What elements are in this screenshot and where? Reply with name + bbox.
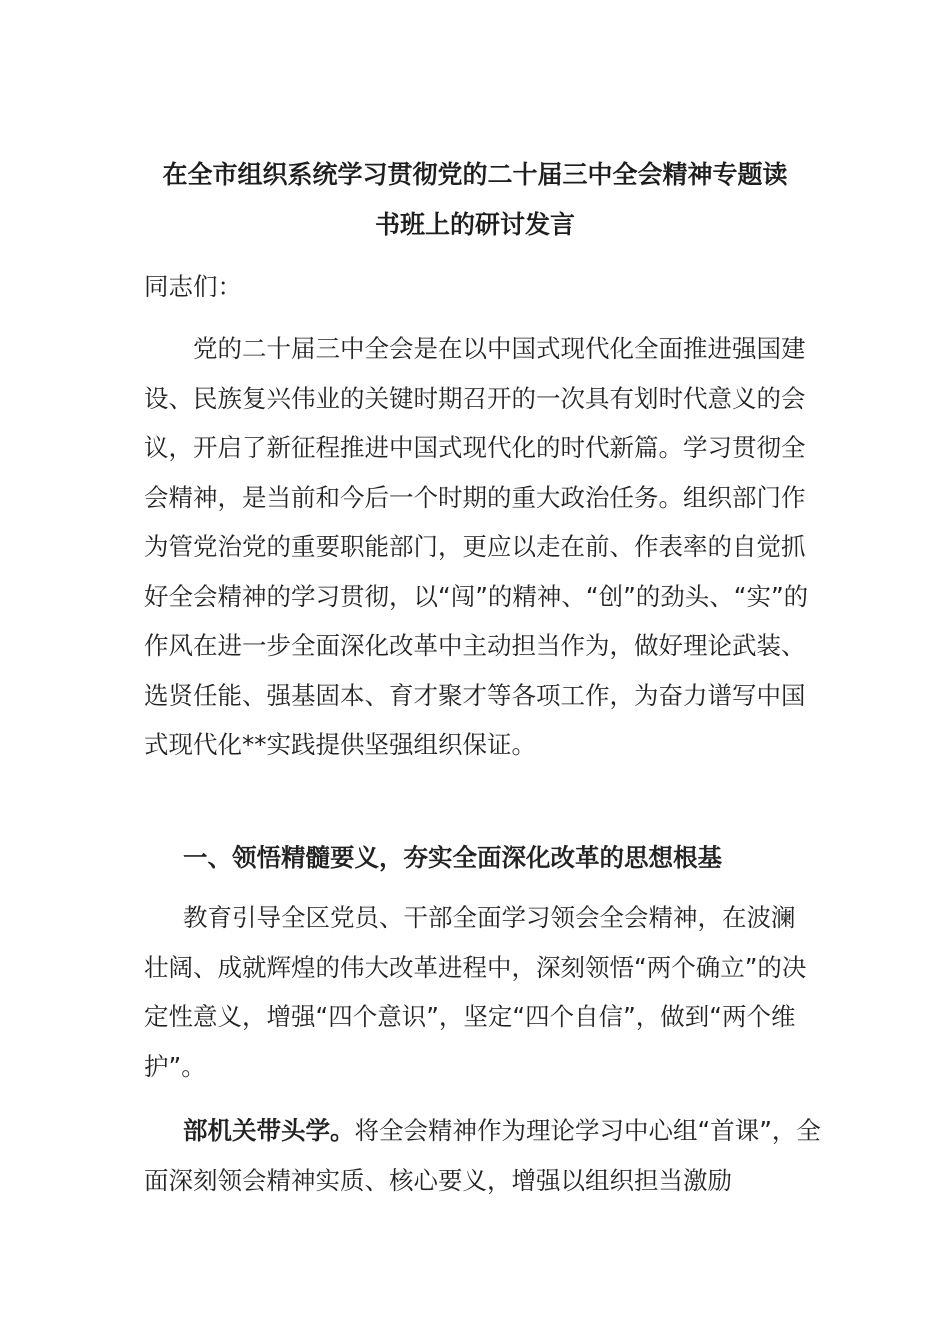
- title-line-1: 在全市组织系统学习贯彻党的二十届三中全会精神专题读: [162, 160, 788, 189]
- paragraph-dept-study: [144, 1106, 834, 1205]
- paragraph-lead-bold: 部机关带头学。: [183, 1116, 355, 1145]
- title-line-2: 书班上的研讨发言: [374, 210, 575, 239]
- document-title: [120, 150, 830, 250]
- paragraph-intro: 党的二十届三中全会是在以中国式现代化全面推进强国建设、民族复兴伟业的关键时期召开的一次具有划时代意义的会议，开启了新征程推进中国式现代化的时代新篇。学习贯彻全会精神，是当前和今后一个时期的重大政治任务。组织部门作为管党治党的重要职能部门，更应以走在前、作表率的自觉抓好全会精神的学习贯彻，以“闯”的精神、“创”的劲头、“实”的作风在进一步全面深化改革中主动担当作为，做好理论武装、选贤任能、强基固本、育才聚才等各项工作，为奋力谱写中国式现代化**实践提供坚强组织保证。: [144, 334, 809, 759]
- paragraph-section1: 教育引导全区党员、干部全面学习领会全会精神，在波澜壮阔、成就辉煌的伟大改革进程中，深刻领悟“两个确立”的决定性意义，增强“四个意识”，坚定“四个自信”，做到“两个维护”。: [144, 903, 807, 1081]
- section-heading-1: 一、领悟精髓要义，夯实全面深化改革的思想根基: [183, 843, 722, 872]
- greeting: 同志们：: [144, 272, 242, 301]
- paragraph-rest: 将全会精神作为理论学习中心组“首课”，全面深刻领会精神实质、核心要义，增强以组织担当激励: [144, 1116, 821, 1195]
